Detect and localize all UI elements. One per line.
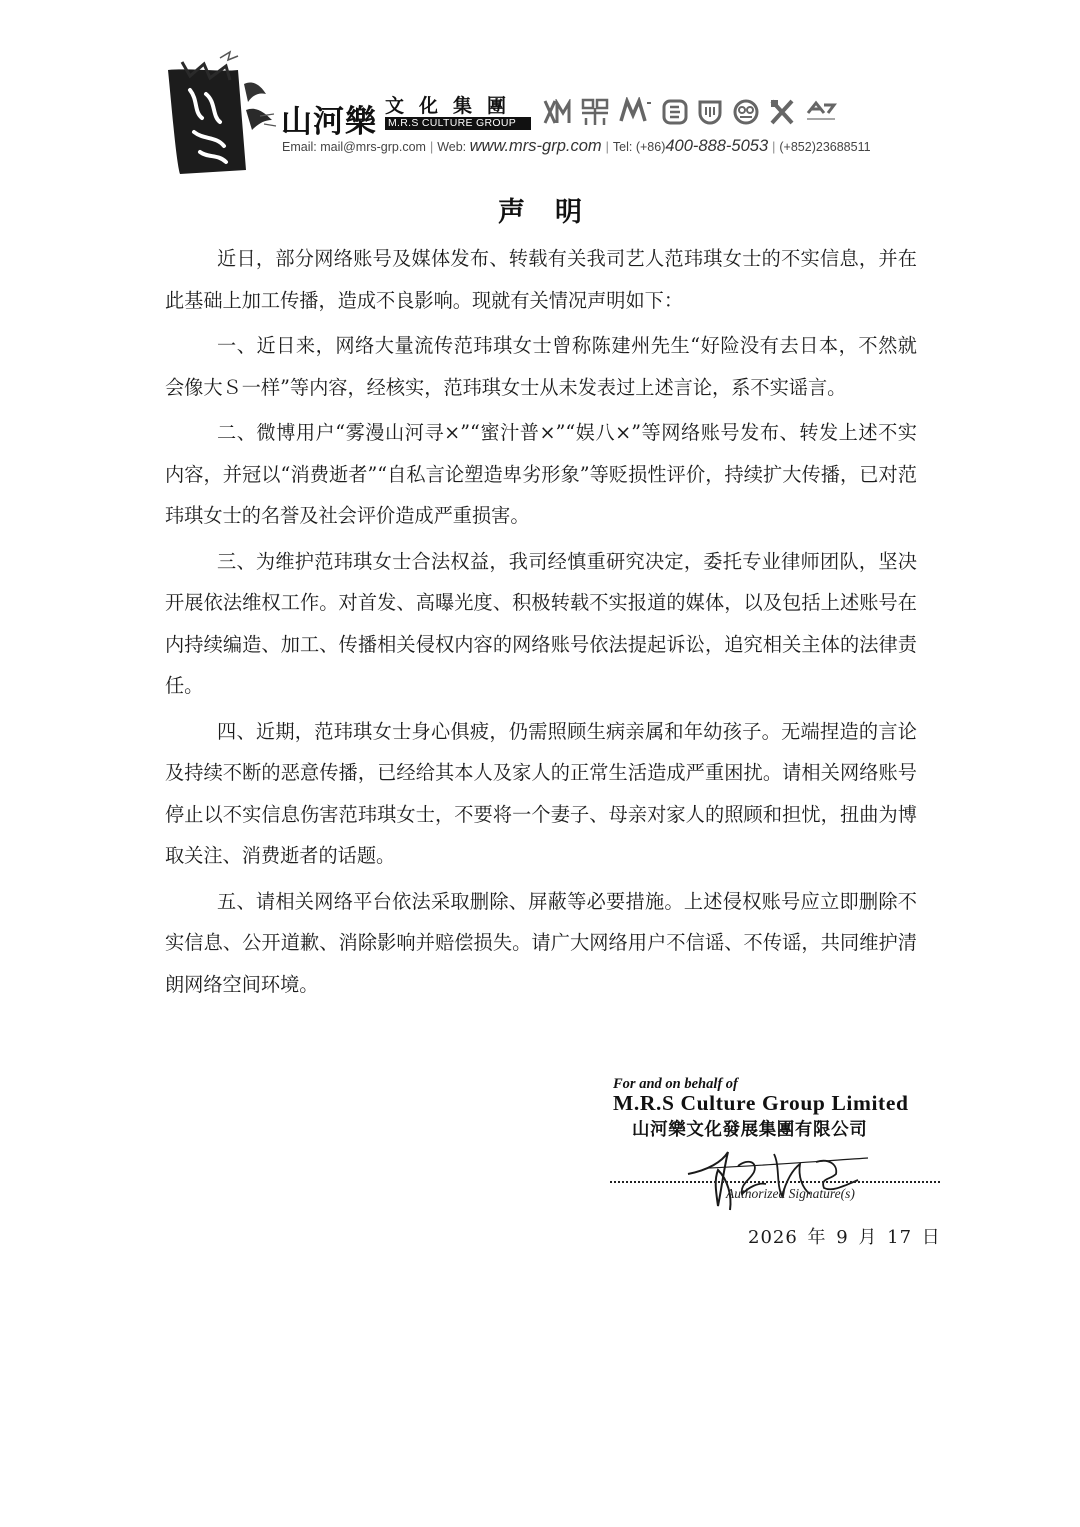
logo-b-icon: [662, 99, 688, 125]
paragraph-5: 五、请相关网络平台依法采取删除、屏蔽等必要措施。上述侵权账号应立即删除不实信息、公开道歉、消除影响并赔偿损失。请广大网络用户不信谣、不传谣，共同维护清朗网络空间环境。: [165, 889, 917, 996]
paragraph-intro: 近日，部分网络账号及媒体发布、转载有关我司艺人范玮琪女士的不实信息，并在此基础上加工传播，造成不良影响。现就有关情况声明如下：: [165, 247, 917, 312]
logo-x-icon: [769, 98, 795, 126]
page-title: 声明: [498, 197, 612, 228]
company-subtitle-cn: 文化集團: [385, 95, 522, 117]
company-subtitle: [385, 96, 535, 130]
company-name-cn: 山河樂: [281, 104, 377, 140]
authorized-signature-label: Authorized Signature(s): [726, 1186, 855, 1201]
logo-shield-icon: [697, 99, 723, 125]
company-subtitle-en: M.R.S CULTURE GROUP: [385, 117, 531, 130]
statement-date: 2026 年 9 月 17 日: [748, 1227, 941, 1248]
for-behalf-label: For and on behalf of: [613, 1076, 738, 1092]
signature-line: [610, 1181, 940, 1183]
contact-info: Email: mail@mrs-grp.com | Web: www.mrs-grp.com | Tel: (+86)400-888-5053 | (+852)23688511: [282, 137, 871, 155]
logo-bei-icon: [580, 97, 610, 127]
contact-tel-main: 400-888-5053: [665, 137, 769, 155]
company-logo-icon: [160, 50, 280, 175]
handwritten-signature-icon: [678, 1140, 878, 1220]
contact-tel-label: Tel: (+86): [612, 140, 666, 154]
company-name-en: M.R.S Culture Group Limited: [613, 1091, 909, 1115]
contact-web-label: Web:: [437, 140, 467, 154]
contact-web-url: www.mrs-grp.com: [469, 137, 602, 155]
paragraph-4: 四、近期，范玮琪女士身心俱疲，仍需照顾生病亲属和年幼孩子。无端捏造的言论及持续不断的恶意传播，已经给其本人及家人的正常生活造成严重困扰。请相关网络账号停止以不实信息伤害范玮琪女士，不要将一个妻子、母亲对家人的照顾和担忧，扭曲为博取关注、消费逝者的话题。: [165, 719, 917, 867]
logo-xm-icon: [543, 99, 571, 125]
statement-body: [165, 238, 917, 1009]
paragraph-2: 二、微博用户“雾漫山河寻×”“蜜汁普×”“娱八×”等网络账号发布、转发上述不实内容，并冠以“消费逝者”“自私言论塑造卑劣形象”等贬损性评价，持续扩大传播，已对范玮琪女士的名誉及社会评价造成严重损害。: [165, 421, 917, 527]
logo-circle-icon: [732, 98, 760, 126]
company-name-full-cn: 山河樂文化發展集團有限公司: [632, 1120, 868, 1140]
logo-ms-studio-icon: [619, 97, 653, 127]
contact-email: Email: mail@mrs-grp.com: [282, 140, 426, 154]
letterhead: [150, 50, 940, 180]
paragraph-3: 三、为维护范玮琪女士合法权益，我司经慎重研究决定，委托专业律师团队，坚决开展依法维权工作。对首发、高曝光度、积极转载不实报道的媒体，以及包括上述账号在内持续编造、加工、传播相关侵权内容的网络账号依法提起诉讼，追究相关主体的法律责任。: [165, 549, 917, 697]
contact-tel-hk: (+852)23688511: [779, 140, 871, 154]
paragraph-1: 一、近日来，网络大量流传范玮琪女士曾称陈建州先生“好险没有去日本，不然就会像大Ｓ一样”等内容，经核实，范玮琪女士从未发表过上述言论，系不实谣言。: [165, 334, 917, 399]
brand-logos: [543, 94, 838, 130]
logo-asment-icon: [804, 99, 838, 125]
